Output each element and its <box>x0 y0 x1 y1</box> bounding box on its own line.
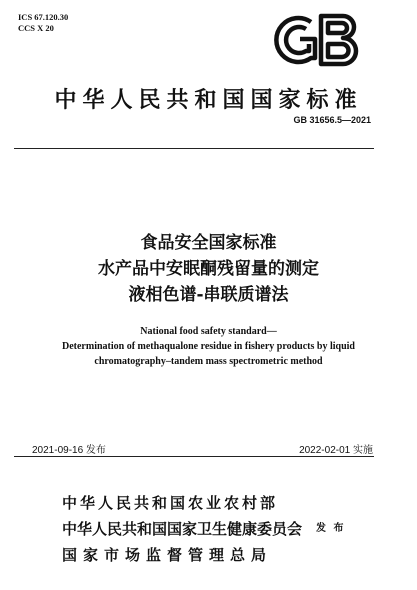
chinese-title-line-2: 水产品中安眠酮残留量的测定 <box>98 259 319 279</box>
issuer-ministry-agriculture: 中华人民共和国农业农村部 <box>62 494 279 512</box>
english-title-line-2: Determination of methaqualone residue in fishery products by liquid <box>62 341 355 352</box>
english-title-line-1: National food safety standard— <box>140 326 277 337</box>
ics-code: ICS 67.120.30 <box>18 12 69 22</box>
chinese-title-line-3: 液相色谱-串联质谱法 <box>128 285 289 305</box>
standard-number: GB 31656.5—2021 <box>293 115 371 125</box>
english-title <box>0 324 417 369</box>
divider-top <box>14 148 374 149</box>
publish-label: 发 布 <box>316 523 346 534</box>
issue-date: 2021-09-16 发布 <box>32 445 106 456</box>
english-title-line-3: chromatography–tandem mass spectrometric method <box>94 356 323 367</box>
ccs-code: CCS X 20 <box>18 23 54 33</box>
implementation-date: 2022-02-01 实施 <box>299 445 373 456</box>
issuer-market-regulation: 国家市场监督管理总局 <box>62 546 273 564</box>
chinese-title-line-1: 食品安全国家标准 <box>140 233 277 253</box>
divider-bottom <box>14 456 374 457</box>
gb-logo <box>271 13 365 67</box>
issuer-health-commission: 中华人民共和国国家卫生健康委员会 <box>62 520 303 538</box>
classification-codes <box>18 12 68 34</box>
issuing-authorities <box>62 490 302 568</box>
chinese-title <box>0 230 417 308</box>
national-standard-title: 中华人民共和国国家标准 <box>54 88 363 113</box>
